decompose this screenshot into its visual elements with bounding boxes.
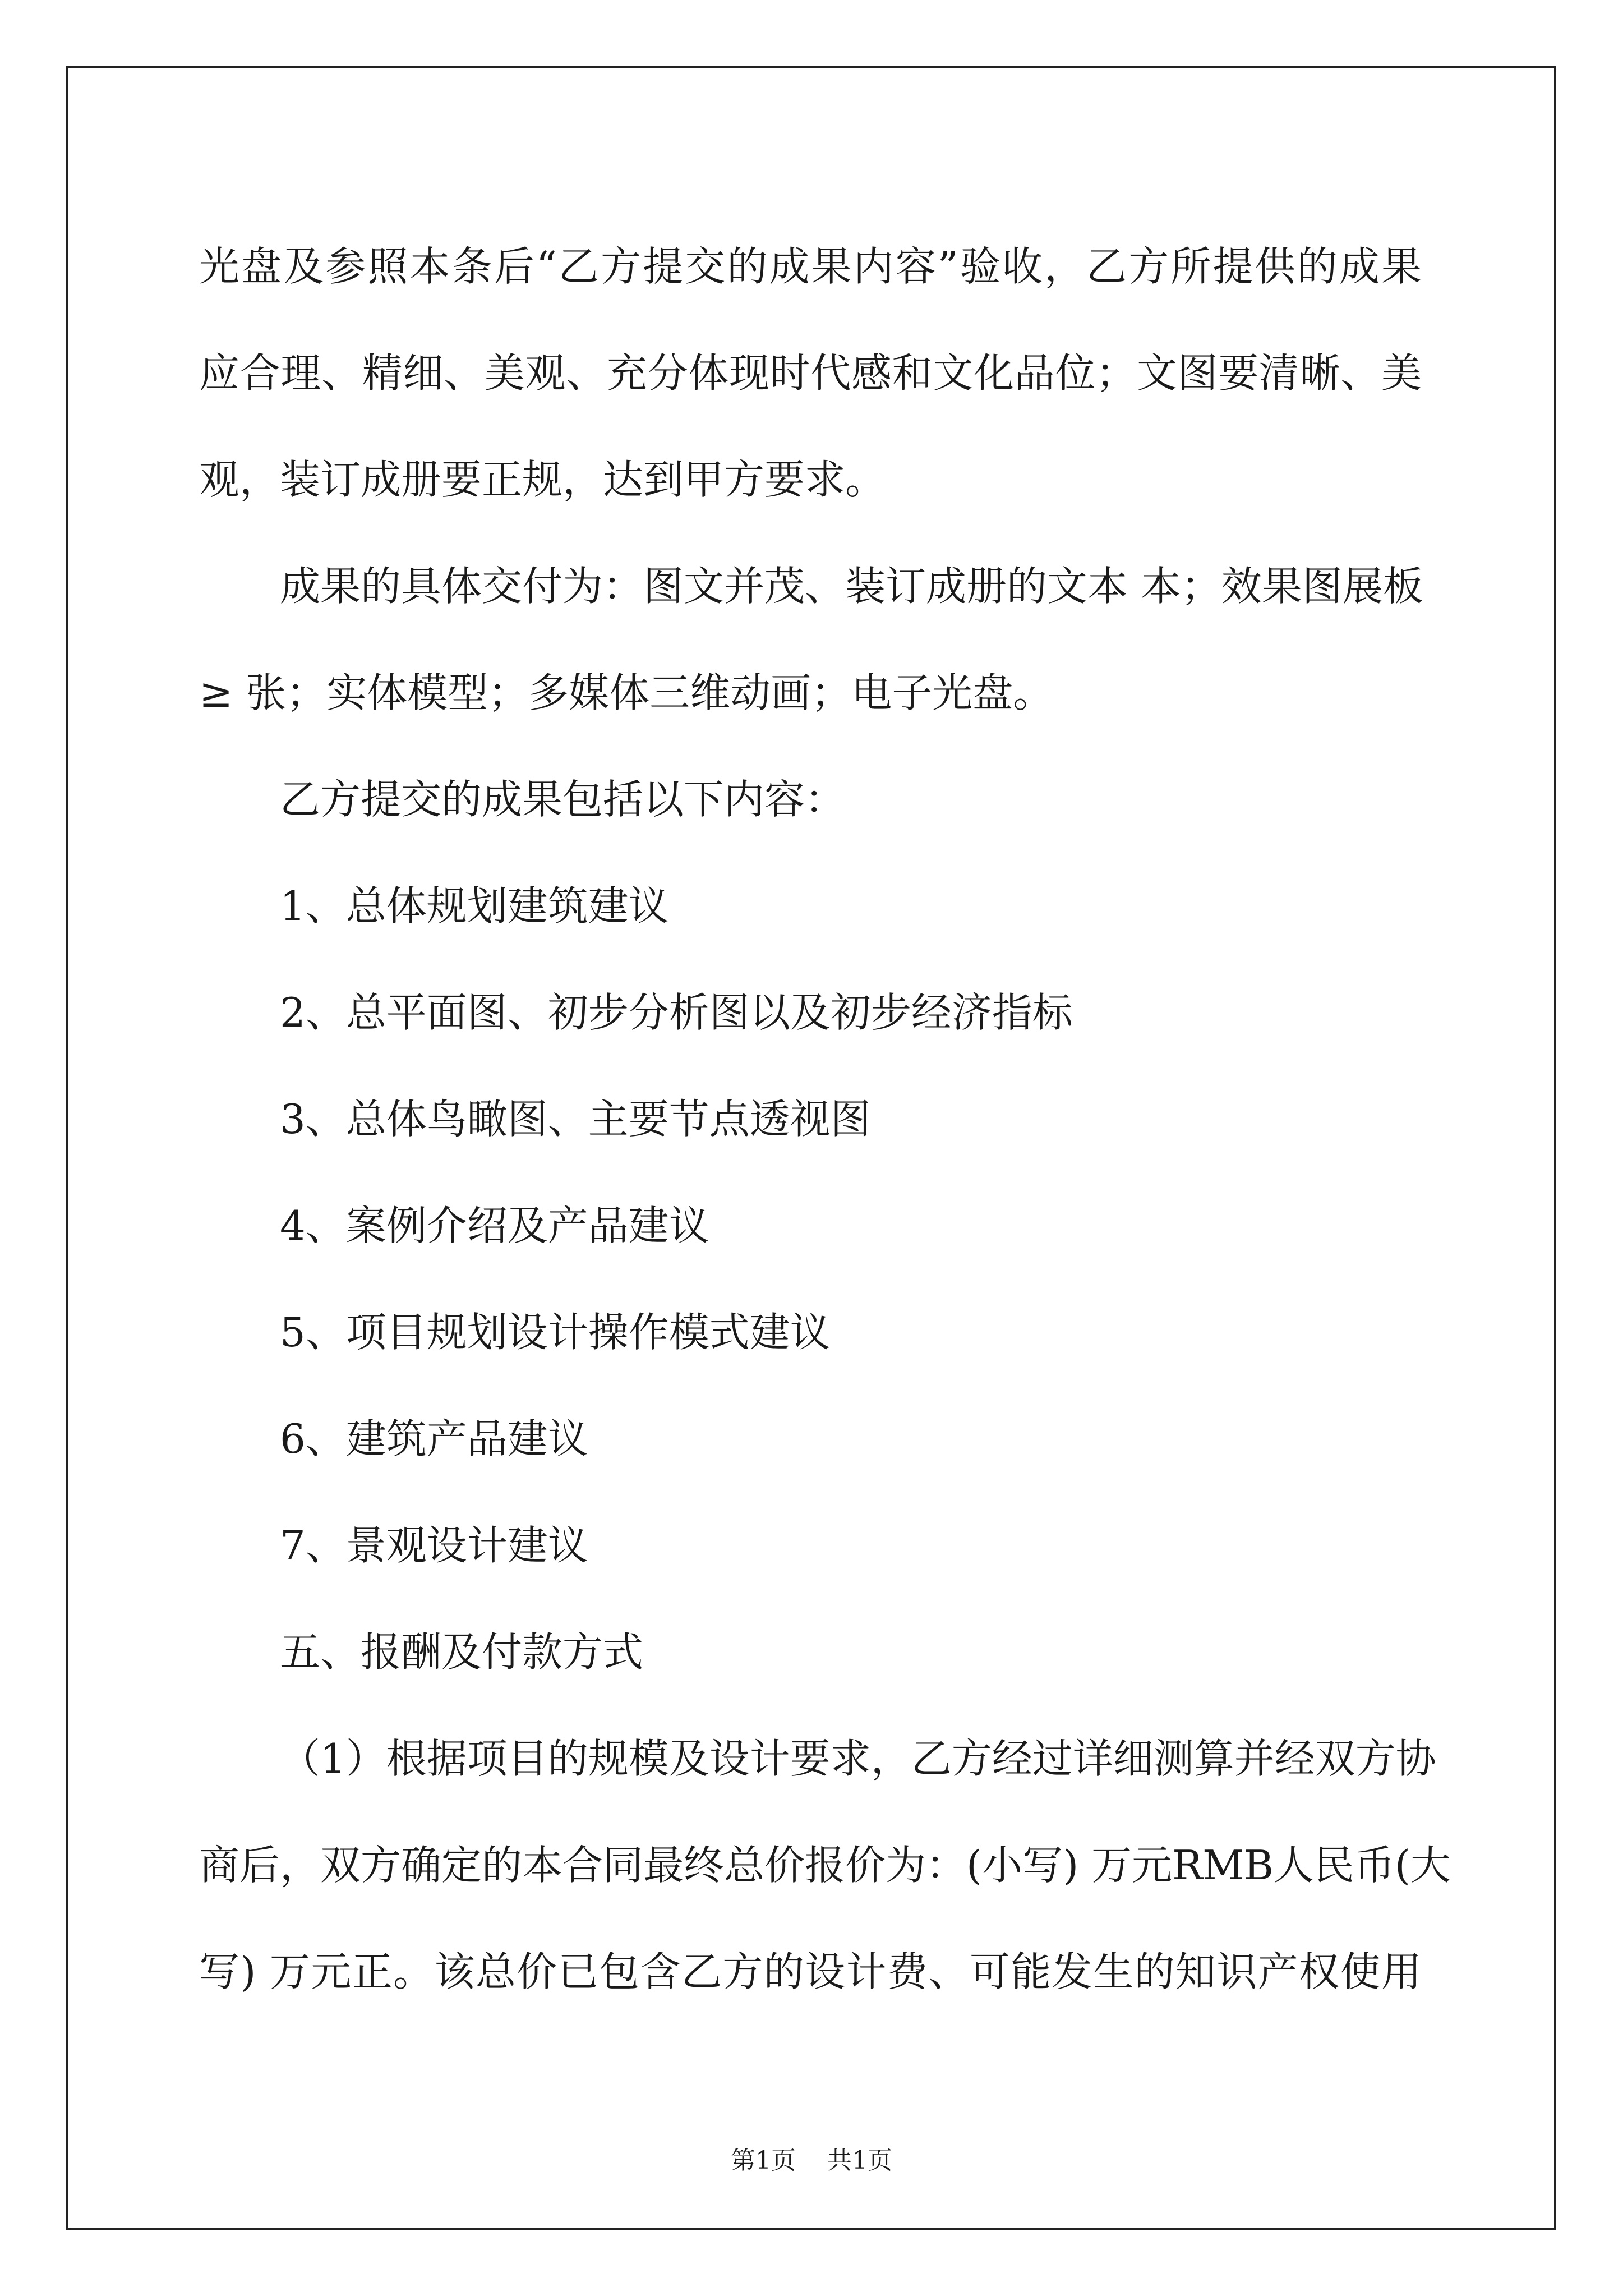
- list-item: 6、建筑产品建议: [280, 1415, 588, 1462]
- document-body: [199, 213, 1451, 2025]
- paragraph-line: 应合理、精细、美观、充分体现时代感和文化品位；文图要清晰、美: [199, 349, 1422, 397]
- paragraph-line: 观，装订成册要正规，达到甲方要求。: [199, 456, 886, 503]
- list-item: 3、总体鸟瞰图、主要节点透视图: [280, 1096, 871, 1143]
- paragraph-line: 光盘及参照本条后“乙方提交的成果内容”验收，乙方所提供的成果: [199, 243, 1422, 290]
- paragraph-line: ≥ 张；实体模型；多媒体三维动画；电子光盘。: [199, 669, 1054, 716]
- paragraph-line: 成果的具体交付为：图文并茂、装订成册的文本 本；效果图展板: [280, 563, 1423, 610]
- page-footer: [0, 2144, 1623, 2178]
- paragraph-line: （1）根据项目的规模及设计要求，乙方经过详细测算并经双方协: [280, 1735, 1436, 1782]
- section-heading: 五、报酬及付款方式: [280, 1628, 644, 1676]
- list-item: 2、总平面图、初步分析图以及初步经济指标: [280, 989, 1073, 1036]
- list-item: 1、总体规划建筑建议: [280, 882, 669, 930]
- paragraph-line: 乙方提交的成果包括以下内容：: [280, 776, 846, 823]
- paragraph-line: 商后，双方确定的本合同最终总价报价为：(小写) 万元RMB人民币(大: [199, 1842, 1451, 1889]
- page-total: 共1页: [827, 2146, 892, 2175]
- list-item: 5、项目规划设计操作模式建议: [280, 1309, 831, 1356]
- list-item: 4、案例介绍及产品建议: [280, 1202, 709, 1249]
- paragraph-line: 写) 万元正。该总价已包含乙方的设计费、可能发生的知识产权使用: [199, 1948, 1422, 1995]
- list-item: 7、景观设计建议: [280, 1522, 588, 1569]
- page-number: 第1页: [731, 2146, 796, 2175]
